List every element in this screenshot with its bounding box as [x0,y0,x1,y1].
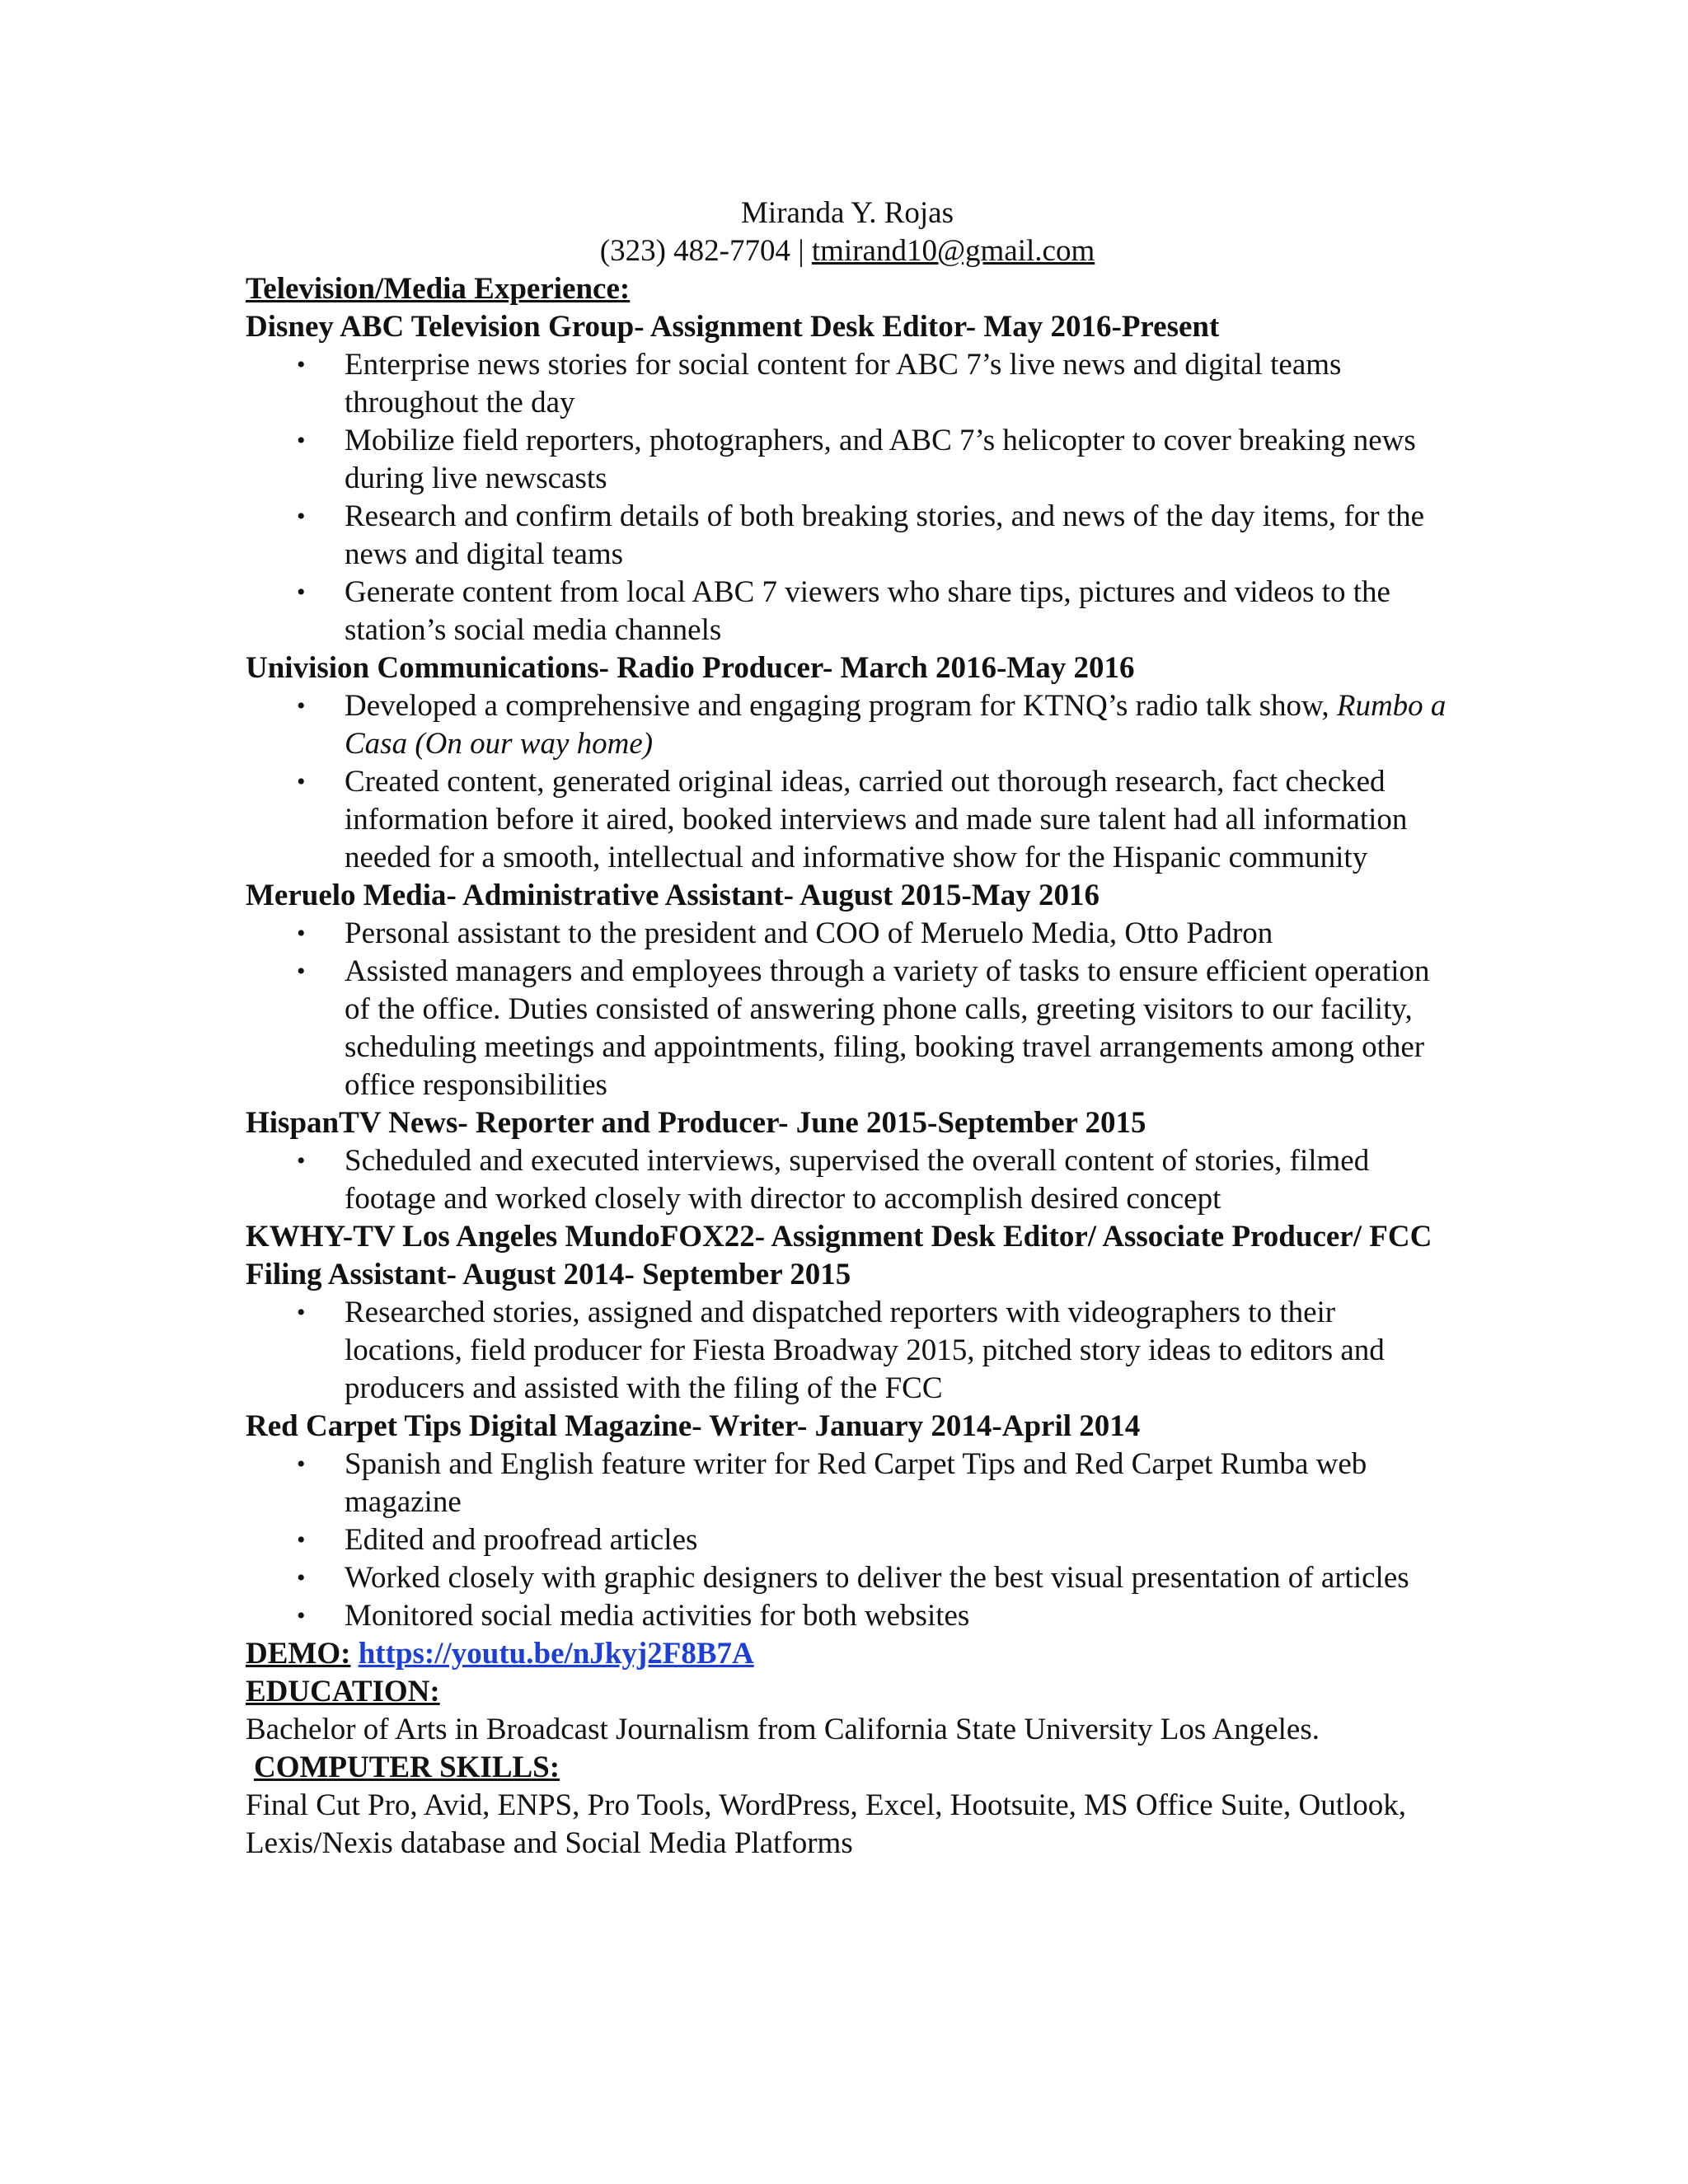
list-item: • Researched stories, assigned and dispatched reporters with videographers to their locations, field producer for Fiesta Broadway 2015, pitched story ideas to editors and producers and assisted with the filing of the FCC [246,1294,1449,1408]
job-bullets-kwhy [246,1294,1449,1408]
job-title-meruelo: Meruelo Media- Administrative Assistant- August 2015-May 2016 [246,879,1100,912]
list-item: • Scheduled and executed interviews, supervised the overall content of stories, filmed footage and worked closely with director to accomplish desired concept [246,1142,1449,1218]
list-item: • Enterprise news stories for social content for ABC 7’s live news and digital teams throughout the day [246,346,1449,422]
job-title-hispantv: HispanTV News- Reporter and Producer- June 2015-September 2015 [246,1106,1146,1140]
list-item: • Assisted managers and employees through a variety of tasks to ensure efficient operation of the office. Duties consisted of answering phone calls, greeting visitors to our facility, scheduling meetings and appointments, filing, booking travel arrangements among other office responsibilities [246,953,1449,1104]
demo-line [246,1635,1449,1673]
list-item: • Mobilize field reporters, photographers, and ABC 7’s helicopter to cover breaking news during live newscasts [246,422,1449,498]
list-item: • Generate content from local ABC 7 viewers who share tips, pictures and videos to the station’s social media channels [246,574,1449,649]
skills-text: Final Cut Pro, Avid, ENPS, Pro Tools, WordPress, Excel, Hootsuite, MS Office Suite, Outlook, Lexis/Nexis database and Social Media Platforms [246,1788,1407,1860]
phone-number: (323) 482-7704 | [599,234,812,268]
job-bullets-disney [246,346,1449,649]
list-item: • Personal assistant to the president and COO of Meruelo Media, Otto Padron [246,915,1449,953]
list-item [246,687,1449,763]
resume-page [246,194,1449,1863]
bullet-text: Developed a comprehensive and engaging program for KTNQ’s radio talk show, [345,689,1329,723]
email-link[interactable]: tmirand10@gmail.com [811,234,1095,268]
job-title-univision: Univision Communications- Radio Producer- March 2016-May 2016 [246,651,1135,685]
list-item: • Edited and proofread articles [246,1521,1449,1559]
demo-label: DEMO: [246,1637,351,1671]
job-title-red-carpet: Red Carpet Tips Digital Magazine- Writer- January 2014-April 2014 [246,1409,1141,1443]
job-title-disney: Disney ABC Television Group- Assignment Desk Editor- May 2016-Present [246,310,1220,344]
job-bullets-red-carpet [246,1446,1449,1635]
experience-heading: Television/Media Experience: [246,272,631,306]
list-item: • Created content, generated original ideas, carried out thorough research, fact checked information before it aired, booked interviews and made sure talent had all information needed for a smooth, intellectual and informative show for the Hispanic community [246,763,1449,877]
job-title-kwhy: KWHY-TV Los Angeles MundoFOX22- Assignment Desk Editor/ Associate Producer/ FCC Filing Assistant- August 2014- September 2015 [246,1220,1432,1291]
contact-line [246,232,1449,270]
job-bullets-hispantv [246,1142,1449,1218]
education-text: Bachelor of Arts in Broadcast Journalism from California State University Los Angeles. [246,1713,1320,1746]
list-item: • Worked closely with graphic designers to deliver the best visual presentation of articles [246,1559,1449,1597]
job-bullets-meruelo [246,915,1449,1104]
list-item: • Monitored social media activities for both websites [246,1597,1449,1635]
education-heading: EDUCATION: [246,1675,440,1708]
skills-heading: COMPUTER SKILLS: [254,1750,560,1784]
candidate-name: Miranda Y. Rojas [741,196,954,230]
job-bullets-univision [246,687,1449,877]
list-item: • Research and confirm details of both breaking stories, and news of the day items, for the news and digital teams [246,498,1449,574]
show-name: Rumbo a Casa (On our way home) [345,689,1447,761]
list-item: • Spanish and English feature writer for Red Carpet Tips and Red Carpet Rumba web magazine [246,1446,1449,1521]
demo-link[interactable]: https://youtu.be/nJkyj2F8B7A [358,1637,754,1671]
